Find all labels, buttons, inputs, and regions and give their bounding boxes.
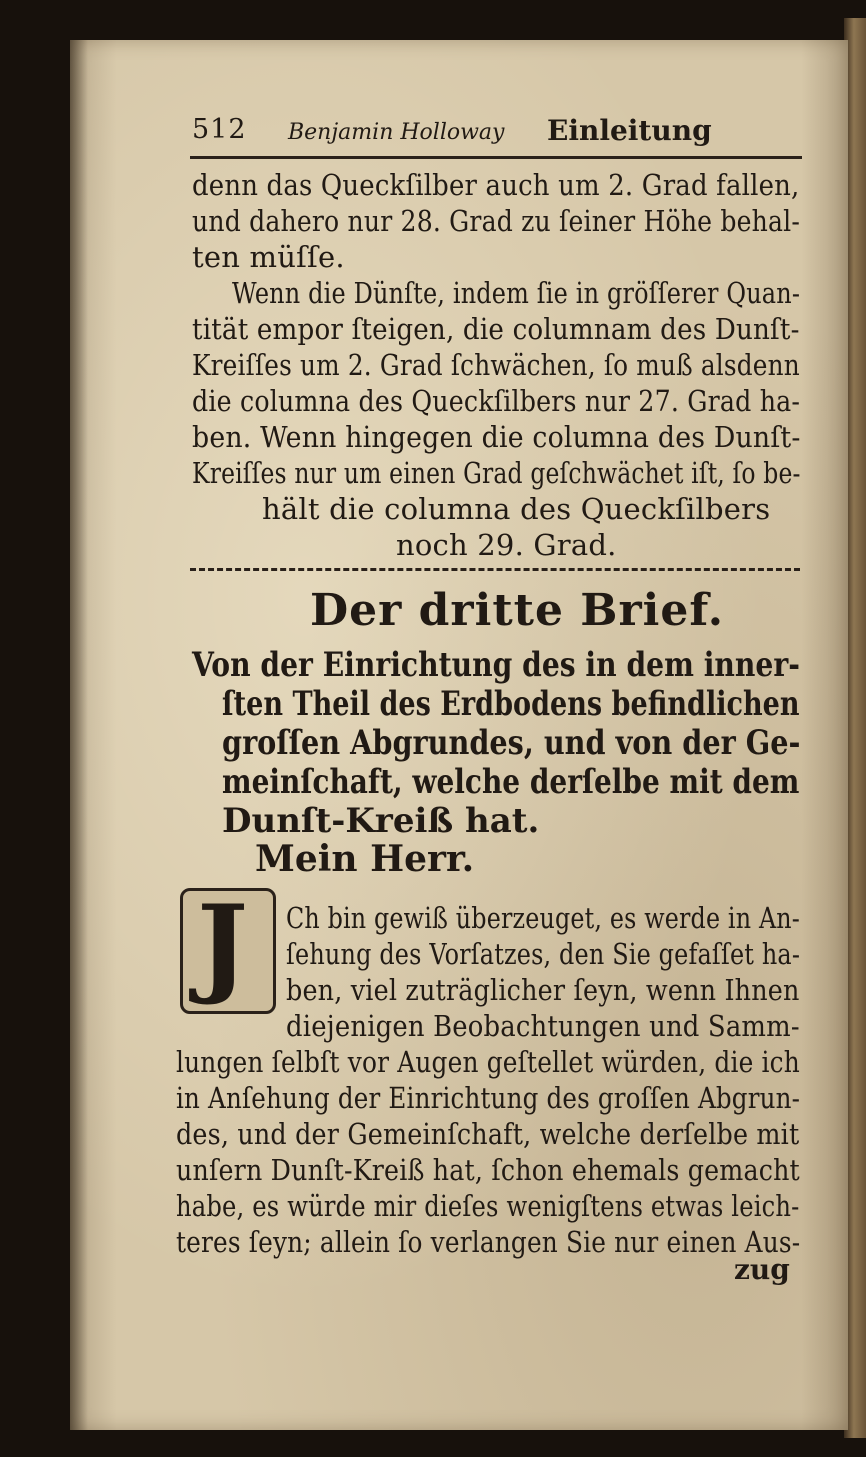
running-title: Einleitung	[547, 114, 712, 147]
text-line: und dahero nur 28. Grad zu ſeiner Höhe behal-	[192, 204, 801, 238]
header-rule	[190, 156, 802, 159]
catchword: zug	[734, 1253, 790, 1286]
text-line: ben, viel zuträglicher ſeyn, wenn Ihnen	[286, 973, 800, 1007]
drop-initial	[180, 882, 276, 1014]
text-line: ſehung des Vorſatzes, den Sie gefaſſet ha-	[286, 937, 801, 971]
text-line: hält die columna des Queckſilbers	[262, 492, 771, 526]
text-line: denn das Queckſilber auch um 2. Grad fallen,	[192, 168, 800, 202]
text-line: lungen ſelbſt vor Augen geſtellet würden, die ich	[176, 1045, 800, 1079]
text-line: Ch bin gewiß überzeuget, es werde in An-	[286, 901, 801, 935]
text-line: die columna des Queckſilbers nur 27. Grad ha-	[192, 384, 801, 418]
text-line: ben. Wenn hingegen die columna des Dunſt-	[192, 420, 801, 454]
text-line: des, und der Gemeinſchaft, welche derſelbe mit	[176, 1117, 800, 1151]
text-line: Kreiſſes um 2. Grad ſchwächen, ſo muß alsdenn	[192, 348, 800, 382]
letter-title: Der dritte Brief.	[310, 585, 725, 636]
text-line: Wenn die Dünſte, indem ſie in gröſſerer Quan-	[232, 276, 801, 310]
subtitle-line: ſten Theil des Erdbodens befindlichen	[222, 684, 800, 724]
subtitle-line: meinſchaft, welche derſelbe mit dem	[222, 762, 800, 802]
text-line: teres ſeyn; allein ſo verlangen Sie nur einen Aus-	[176, 1225, 801, 1259]
author-name: Benjamin Holloway	[288, 120, 505, 145]
text-line: Kreiſſes nur um einen Grad geſchwächet iſt, ſo be-	[192, 456, 801, 490]
text-line: diejenigen Beobachtungen und Samm-	[286, 1009, 800, 1043]
subtitle-line: Von der Einrichtung des in dem inner-	[192, 645, 800, 685]
drop-initial-letter: J	[197, 882, 249, 1008]
page-number: 512	[192, 114, 247, 145]
text-line: in Anſehung der Einrichtung des groſſen Abgrun-	[176, 1081, 801, 1115]
text-line: unſern Dunſt-Kreiß hat, ſchon ehemals gemacht	[176, 1153, 800, 1187]
gutter-shadow	[70, 40, 88, 1430]
page-header	[192, 110, 722, 152]
subtitle-line: groſſen Abgrundes, und von der Ge-	[222, 723, 801, 763]
section-divider	[190, 568, 800, 571]
text-line: ten müſſe.	[192, 240, 345, 274]
salutation: Mein Herr.	[255, 838, 475, 880]
subtitle-line: Dunſt-Kreiß hat.	[222, 801, 540, 841]
text-line: habe, es würde mir dieſes wenigſtens etwas leich-	[176, 1189, 800, 1223]
text-line: noch 29. Grad.	[396, 528, 617, 562]
text-line: tität empor ſteigen, die columnam des Dunſt-	[192, 312, 800, 346]
